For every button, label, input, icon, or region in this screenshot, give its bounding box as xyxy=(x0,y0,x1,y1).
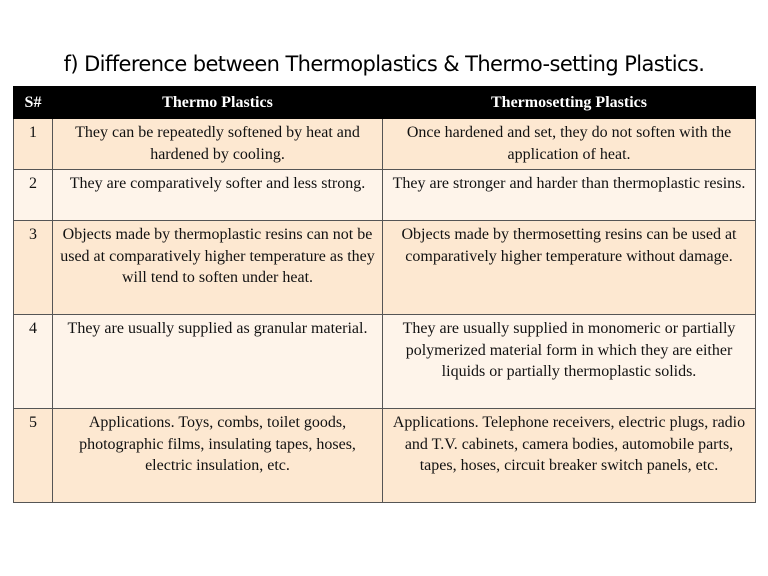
table-row xyxy=(14,409,756,503)
comparison-table xyxy=(13,86,756,503)
row-number: 5 xyxy=(14,409,53,503)
thermoplastic-cell: They are comparatively softer and less strong. xyxy=(53,170,383,221)
table-row xyxy=(14,221,756,315)
table-header-row xyxy=(14,87,756,119)
thermosetting-cell: Applications. Telephone receivers, electric plugs, radio and T.V. cabinets, camera bodies, automobile parts, tapes, hoses, circuit breaker switch panels, etc. xyxy=(383,409,756,503)
thermoplastic-cell: Applications. Toys, combs, toilet goods, photographic films, insulating tapes, hoses, electric insulation, etc. xyxy=(53,409,383,503)
table-row xyxy=(14,119,756,170)
thermoplastic-cell: They can be repeatedly softened by heat and hardened by cooling. xyxy=(53,119,383,170)
header-serial: S# xyxy=(14,87,53,119)
thermosetting-cell: They are stronger and harder than thermoplastic resins. xyxy=(383,170,756,221)
thermosetting-cell: Objects made by thermosetting resins can be used at comparatively higher temperature without damage. xyxy=(383,221,756,315)
slide-title: f) Difference between Thermoplastics & Thermo-setting Plastics. xyxy=(63,52,705,76)
thermoplastic-cell: Objects made by thermoplastic resins can not be used at comparatively higher temperature as they will tend to soften under heat. xyxy=(53,221,383,315)
table-row xyxy=(14,170,756,221)
row-number: 1 xyxy=(14,119,53,170)
header-thermoplastics: Thermo Plastics xyxy=(53,87,383,119)
row-number: 3 xyxy=(14,221,53,315)
thermosetting-cell: They are usually supplied in monomeric or partially polymerized material form in which they are either liquids or partially thermoplastic solids. xyxy=(383,315,756,409)
row-number: 2 xyxy=(14,170,53,221)
thermoplastic-cell: They are usually supplied as granular material. xyxy=(53,315,383,409)
table-row xyxy=(14,315,756,409)
header-thermosetting: Thermosetting Plastics xyxy=(383,87,756,119)
thermosetting-cell: Once hardened and set, they do not soften with the application of heat. xyxy=(383,119,756,170)
row-number: 4 xyxy=(14,315,53,409)
